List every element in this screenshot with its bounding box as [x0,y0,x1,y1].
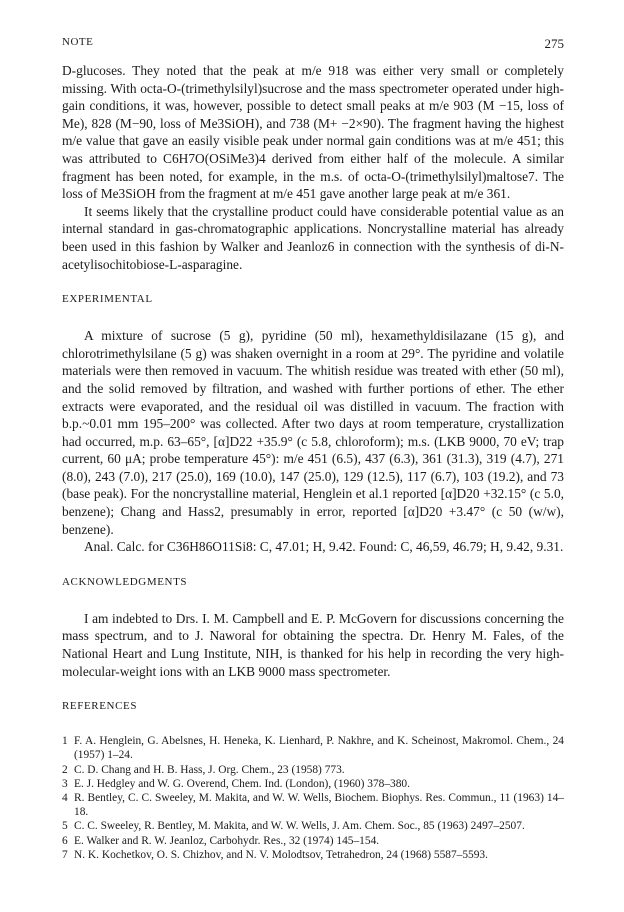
intro-paragraph-2: It seems likely that the crystalline product could have considerable potential value as an internal standard in gas-chromatographic applications. Noncrystalline material has already been used in this fashion by Walker and Jeanloz6 in connection with the synthesis of di-N-acetylisochitobiose-L-asparagine. [62,203,564,272]
reference-number: 5 [62,820,68,833]
reference-item [62,848,564,862]
reference-text: C. D. Chang and H. B. Hass, J. Org. Chem., 23 (1958) 773. [74,763,345,776]
reference-number: 3 [62,777,68,790]
reference-list [62,734,564,862]
journal-page [62,36,564,862]
intro-paragraph-1: D-glucoses. They noted that the peak at m/e 918 was either very small or completely missing. With octa-O-(trimethylsilyl)sucrose and the mass spectrometer operated under high-gain conditions, it was, however, possible to detect small peaks at m/e 903 (M −15, loss of Me), 828 (M−90, loss of Me3SiOH), and 738 (M+ −2×90). The fragment having the highest m/e value that gave an easily visible peak under normal gain conditions was at m/e 451; this was attributed to C6H7O(OSiMe3)4 derived from either half of the molecule. A similar fragment has been noted, for example, in the m.s. of octa-O-(trimethylsilyl)maltose7. The loss of Me3SiOH from the fragment at m/e 451 gave another large peak at m/e 361. [62,63,564,202]
reference-text: N. K. Kochetkov, O. S. Chizhov, and N. V. Molodtsov, Tetrahedron, 24 (1968) 5587–5593. [74,848,488,861]
reference-number: 4 [62,792,68,805]
reference-number: 1 [62,735,68,748]
running-header [62,36,564,52]
reference-number: 6 [62,834,68,847]
experimental-paragraph-2: Anal. Calc. for C36H86O11Si8: C, 47.01; H, 9.42. Found: C, 46,59, 46.79; H, 9.42, 9.31. [84,539,564,555]
reference-text: C. C. Sweeley, R. Bentley, M. Makita, and W. W. Wells, J. Am. Chem. Soc., 85 (1963) 2497–2507. [74,820,525,833]
reference-item [62,819,564,833]
reference-text: F. A. Henglein, G. Abelsnes, H. Heneka, K. Lienhard, P. Nakhre, and K. Scheinost, Makromol. Chem., 24 (1957) 1–24. [74,735,564,762]
reference-text: E. Walker and R. W. Jeanloz, Carbohydr. Res., 32 (1974) 145–154. [74,834,380,847]
header-label: NOTE [62,36,94,48]
reference-number: 7 [62,848,68,861]
reference-item [62,763,564,777]
acknowledgments-paragraph: I am indebted to Drs. I. M. Campbell and E. P. McGovern for discussions concerning the mass spectrum, and to J. Naworal for obtaining the spectra. Dr. Henry M. Fales, of the National Heart and Lung Institute, NIH, is thanked for his help in recording the very high-molecular-weight ions with an LKB 9000 mass spectrometer. [62,610,564,679]
reference-item [62,734,564,762]
acknowledgments-heading: ACKNOWLEDGMENTS [62,575,188,588]
reference-item [62,834,564,848]
experimental-heading: EXPERIMENTAL [62,293,153,306]
reference-item [62,791,564,819]
reference-item [62,777,564,791]
reference-text: R. Bentley, C. C. Sweeley, M. Makita, and W. W. Wells, Biochem. Biophys. Res. Commun., 11 (1963) 14–18. [74,792,564,819]
reference-number: 2 [62,763,68,776]
experimental-paragraph-1: A mixture of sucrose (5 g), pyridine (50 ml), hexamethyldisilazane (15 g), and chlorotrimethylsilane (5 g) was shaken overnight in a room at 29°. The pyridine and volatile materials were then removed in vacuum. The whitish residue was treated with ether (50 ml), and the solid removed by filtration, and washed with further portions of ether. The ether extracts were evaporated, and the residual oil was distilled in vacuum. The fraction with b.p.~0.01 mm 195–200° was collected. After two days at room temperature, crystallization had occurred, m.p. 63–65°, [α]D22 +35.9° (c 5.8, chloroform); m.s. (LKB 9000, 70 eV; trap current, 60 μA; probe temperature 45°): m/e 451 (6.5), 437 (6.3), 361 (31.3), 319 (4.7), 271 (8.0), 243 (7.0), 217 (25.0), 169 (10.0), 147 (25.0), 129 (12.5), 117 (6.7), 103 (19.2), and 73 (base peak). For the noncrystalline material, Henglein et al.1 reported [α]D20 +32.15° (c 5.0, benzene); Chang and Hass2, presumably in error, reported [α]D20 +3.47° (c 50 (w/w), benzene). [62,328,564,537]
reference-text: E. J. Hedgley and W. G. Overend, Chem. Ind. (London), (1960) 378–380. [74,777,410,790]
references-heading: REFERENCES [62,700,138,713]
page-number: 275 [544,36,564,51]
